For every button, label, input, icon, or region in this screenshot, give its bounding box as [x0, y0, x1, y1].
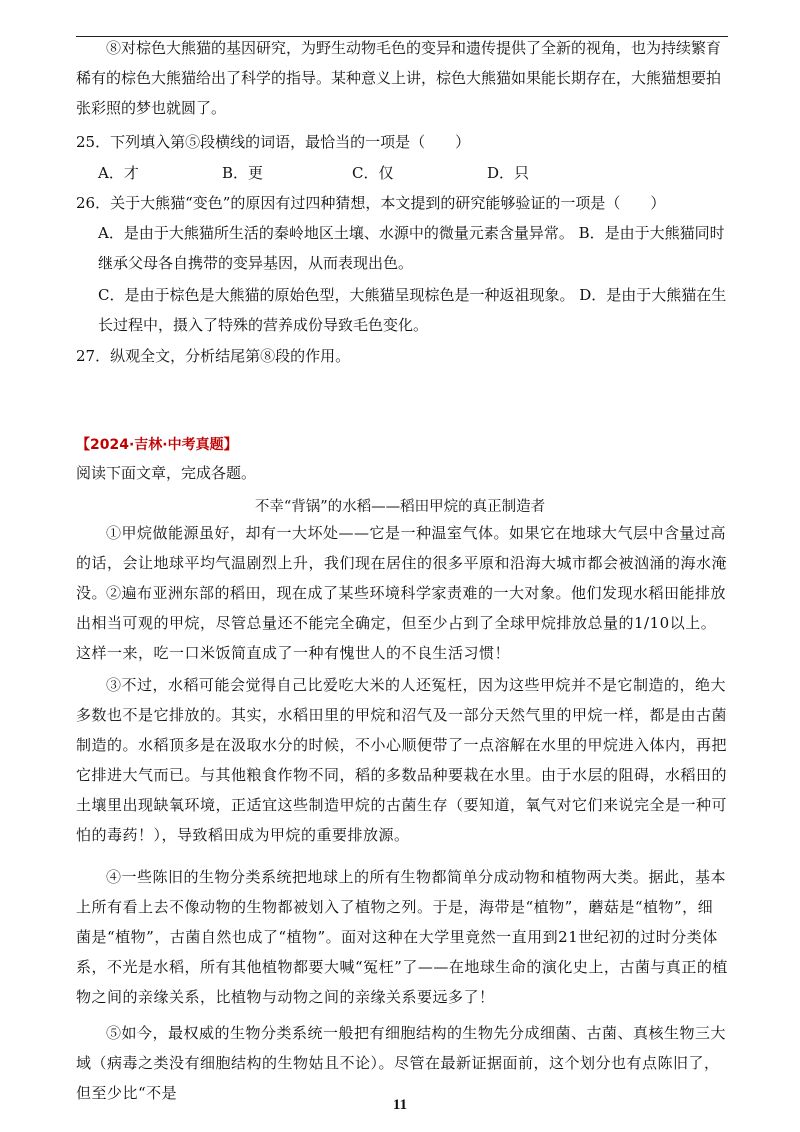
q25-option-a: A．才 [98, 164, 139, 182]
article-paragraph-3: ③不过，水稻可能会觉得自己比爱吃大米的人还冤枉，因为这些甲烷并不是它制造的，绝大多数也不是它排放的。其实，水稻田里的甲烷和沼气及一部分天然气里的甲烷一样，都是由古菌制造的。水稻顶多是在汲取水分的时候，不小心顺便带了一点溶解在水里的甲烷进入体内，再把它排进大气而已。与其他粮食作物不同，稻的多数品种要栽在水里。由于水层的阻碍，水稻田的土壤里出现缺氧环境，正适宜这些制造甲烷的古菌生存（要知道，氧气对它们来说完全是一种可怕的毒药！），导致稻田成为甲烷的重要排放源。 [76, 676, 728, 844]
article-paragraph-2: ②遍布亚洲东部的稻田，现在成了某些环境科学家责难的一大对象。他们发现水稻田能排放出相当可观的甲烷，尽管总量还不能完全确定，但至少占到了全球甲烷排放总量的1/10以上。这样一来，吃一口米饭简直成了一种有愧世人的不良生活习惯！ [76, 584, 727, 662]
source-tag: 【2024·吉林·中考真题】 [76, 437, 238, 453]
q26-options-ab: A．是由于大熊猫所生活的秦岭地区土壤、水源中的微量元素含量异常。 B．是由于大熊猫同时继承父母各自携带的变异基因，从而表现出色。 [98, 224, 725, 272]
article-title: 不幸“背锅”的水稻——稻田甲烷的真正制造者 [254, 499, 546, 515]
page-number: 11 [392, 1097, 408, 1113]
question-27-stem: 27．纵观全文，分析结尾第⑧段的作用。 [76, 347, 351, 365]
article-paragraph-1: ①甲烷做能源虽好，却有一大坏处——它是一种温室气体。如果它在地球大气层中含量过高的话，会让地球平均气温剧烈上升，我们现在居住的很多平原和沿海大城市都会被汹涌的海水淹没。 [76, 524, 728, 602]
article-paragraph-4: ④一些陈旧的生物分类系统把地球上的所有生物都简单分成动物和植物两大类。据此，基本上所有看上去不像动物的生物都被划入了植物之列。于是，海带是“植物”，蘑菇是“植物”，细菌是“植物”，古菌自然也成了“植物”。面对这种在大学里竟然一直用到21世纪初的过时分类体系，不光是水稻，所有其他植物都要大喊“冤枉”了——在地球生命的演化史上，古菌与真正的植物之间的亲缘关系，比植物与动物之间的亲缘关系要远多了！ [76, 868, 728, 1006]
q25-option-c: C．仅 [352, 164, 394, 182]
q25-option-d: D．只 [487, 164, 530, 182]
article-paragraph-5: ⑤如今，最权威的生物分类系统一般把有细胞结构的生物先分成细菌、古菌、真核生物三大域（病毒之类没有细胞结构的生物姑且不论）。尽管在最新证据面前，这个划分也有点陈旧了，但至少比“不是 [76, 1024, 727, 1102]
question-26-stem: 26．关于大熊猫“变色”的原因有过四种猜想，本文提到的研究能够验证的一项是（ ） [76, 194, 666, 212]
q25-option-b: B．更 [222, 164, 264, 182]
reading-instruction: 阅读下面文章，完成各题。 [76, 464, 257, 482]
question-25-stem: 25．下列填入第⑤段横线的词语，最恰当的一项是（ ） [76, 133, 471, 151]
passage-paragraph-8: ⑧对棕色大熊猫的基因研究，为野生动物毛色的变异和遗传提供了全新的视角，也为持续繁育稀有的棕色大熊猫给出了科学的指导。某种意义上讲，棕色大熊猫如果能长期存在，大熊猫想要拍张彩照的梦也就圆了。 [76, 39, 722, 117]
q26-options-cd: C．是由于棕色是大熊猫的原始色型，大熊猫呈现棕色是一种返祖现象。 D．是由于大熊猫在生长过程中，摄入了特殊的营养成份导致毛色变化。 [98, 286, 727, 334]
